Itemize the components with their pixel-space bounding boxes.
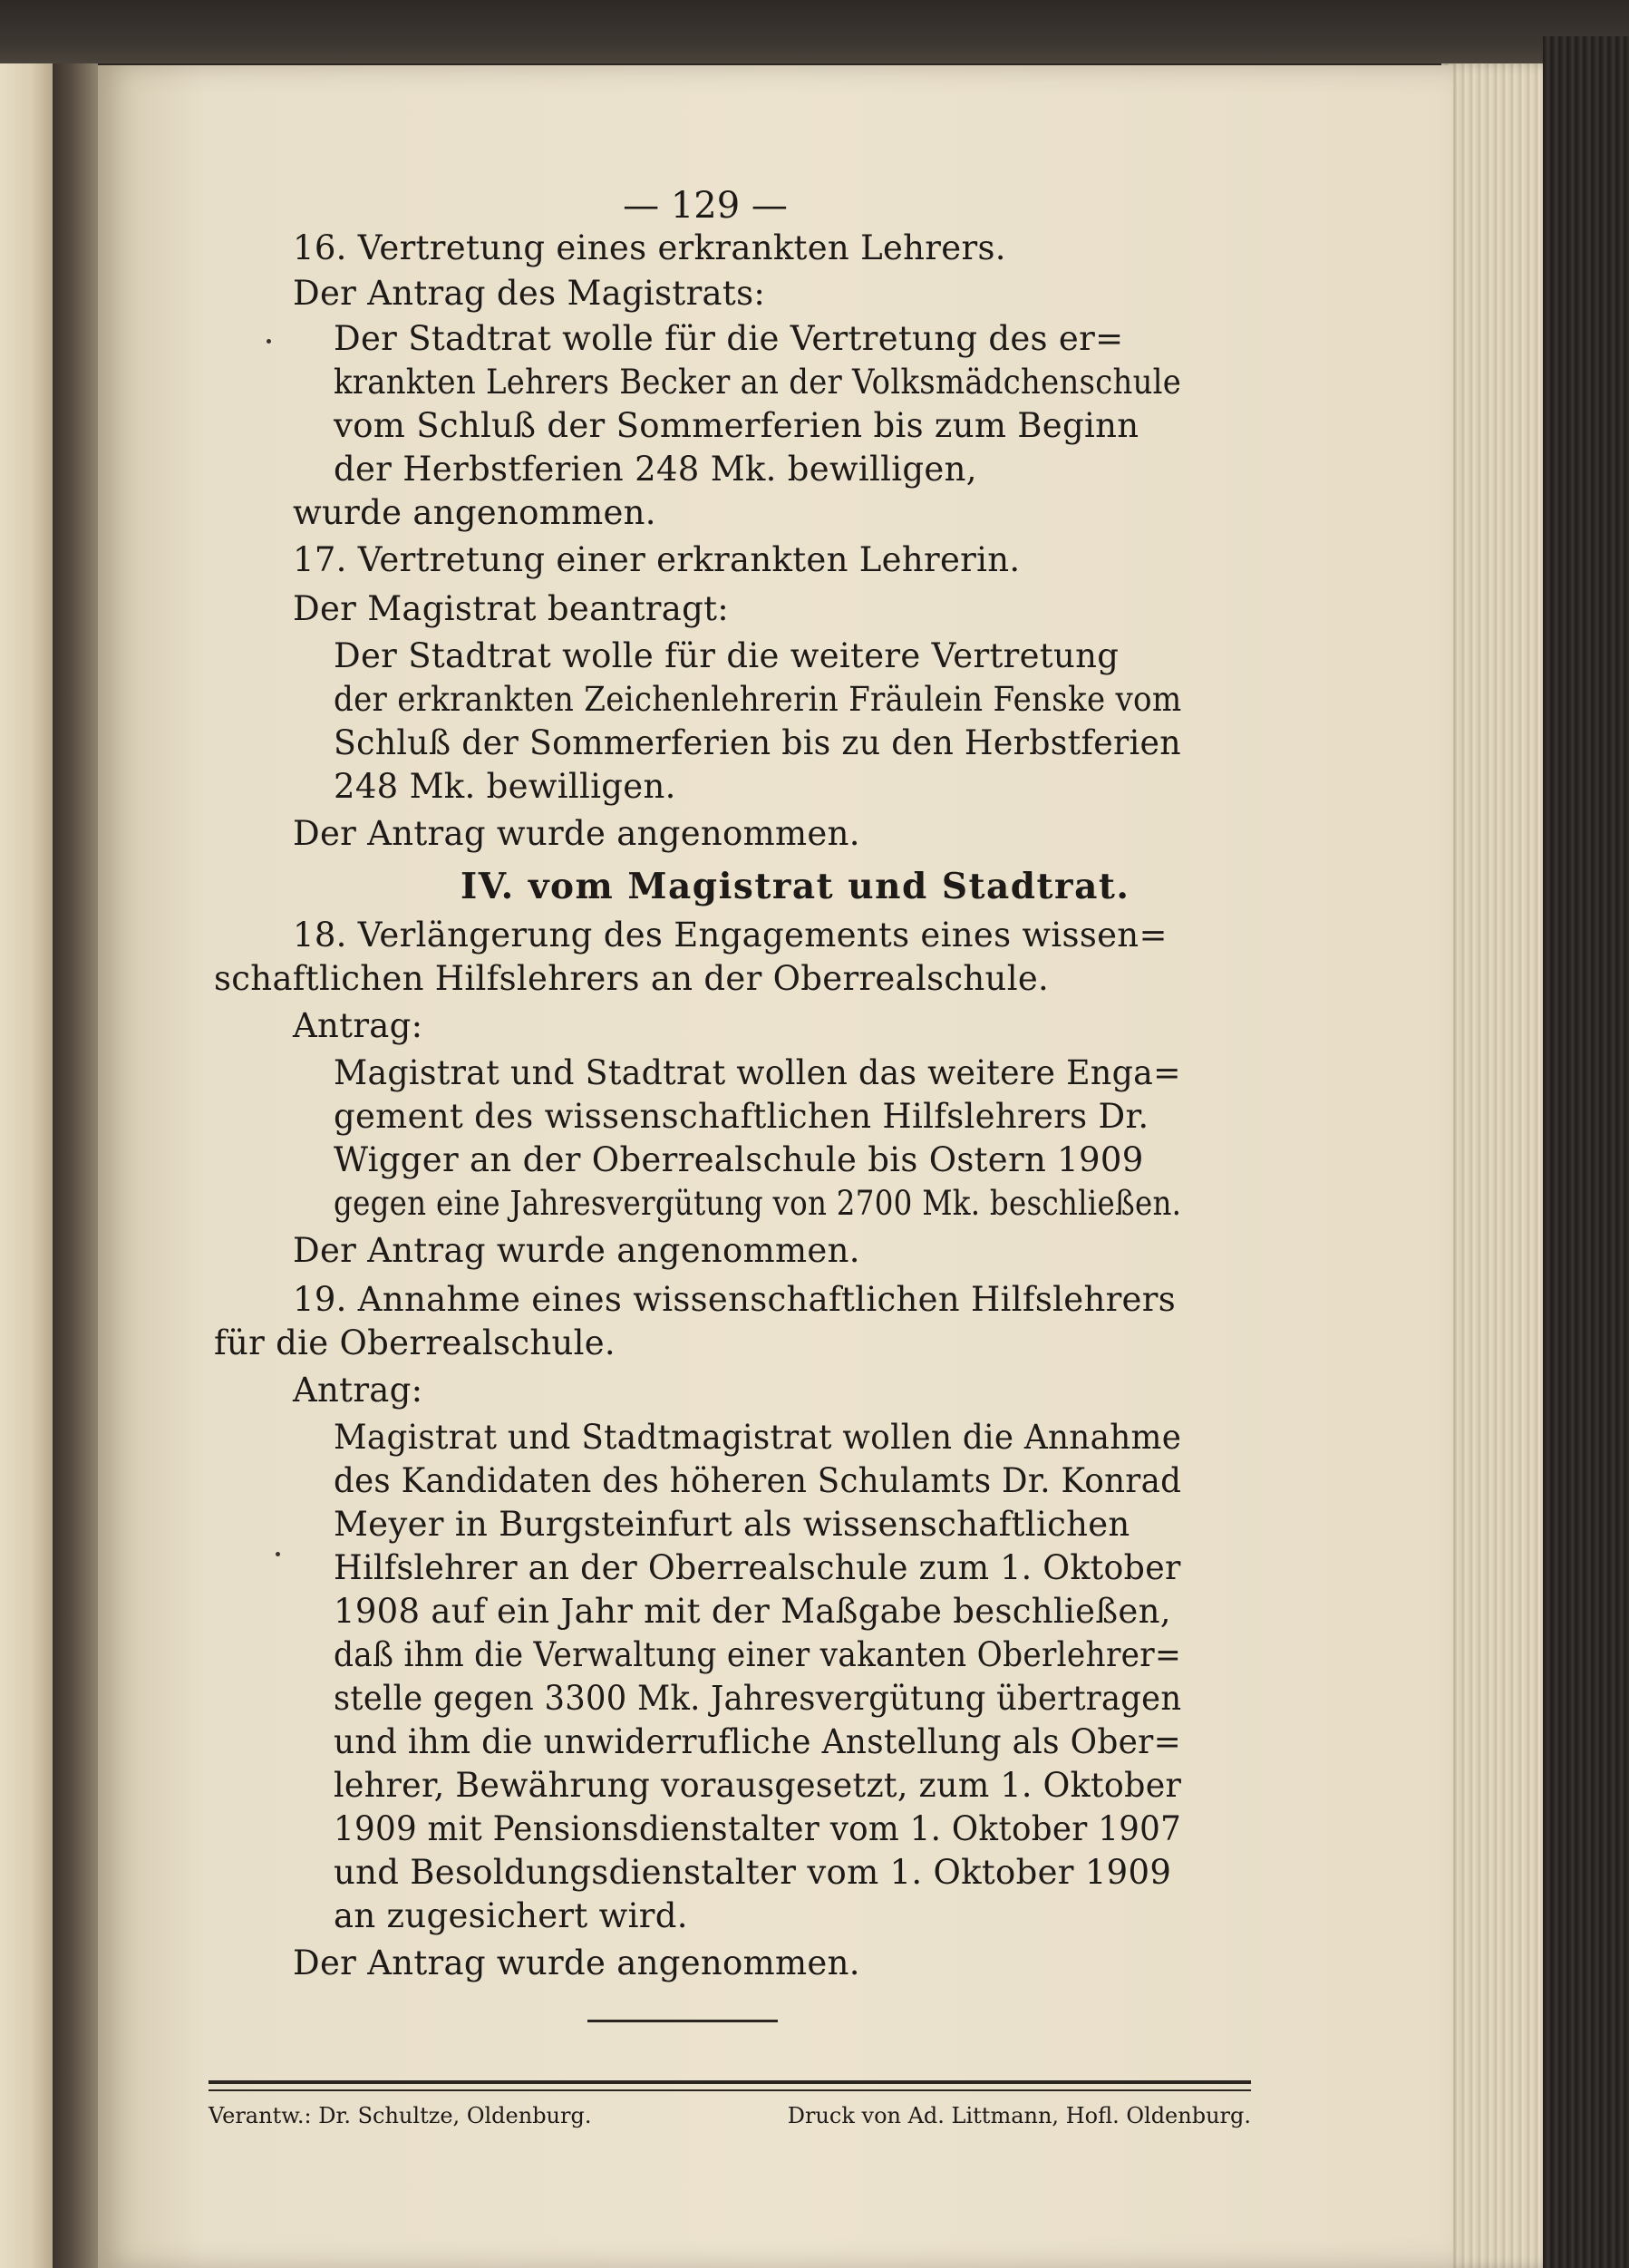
text-line: Der Stadtrat wolle für die weitere Vertretung: [334, 636, 1120, 675]
text-line: und Besoldungsdienstalter vom 1. Oktober 1909: [334, 1853, 1172, 1892]
book-cover-top: [0, 0, 1629, 63]
page-content: [98, 65, 1453, 2268]
page-stack-edges: [1441, 63, 1546, 2268]
section-17-title: 17. Vertretung einer erkrankten Lehrerin.: [293, 540, 1021, 579]
footer-rule: [208, 2080, 1251, 2084]
text-line: Der Antrag wurde angenommen.: [293, 1231, 860, 1270]
text-line: Wigger an der Oberrealschule bis Ostern 1909: [334, 1140, 1144, 1179]
section-19-title: 19. Annahme eines wissenschaftlichen Hilfslehrers: [293, 1280, 1177, 1319]
text-line: an zugesichert wird.: [334, 1896, 688, 1935]
imprint-editor: Verantw.: Dr. Schultze, Oldenburg.: [208, 2103, 592, 2128]
text-line: Hilfslehrer an der Oberrealschule zum 1. Oktober: [334, 1548, 1181, 1587]
document-page: [98, 65, 1453, 2268]
text-line: Antrag:: [293, 1371, 423, 1410]
text-line: Schluß der Sommerferien bis zu den Herbstferien: [334, 723, 1181, 762]
text-line: des Kandidaten des höheren Schulamts Dr. Konrad: [334, 1461, 1182, 1500]
imprint-footer: [208, 2100, 1251, 2131]
text-line: vom Schluß der Sommerferien bis zum Beginn: [334, 406, 1139, 445]
text-line: Meyer in Burgsteinfurt als wissenschaftlichen: [334, 1505, 1130, 1544]
text-line: Der Antrag wurde angenommen.: [293, 1943, 860, 1982]
text-line: krankten Lehrers Becker an der Volksmädchenschule: [334, 363, 1182, 402]
text-line: für die Oberrealschule.: [214, 1323, 616, 1362]
book-gutter: [53, 63, 98, 2268]
text-line: 1909 mit Pensionsdienstalter vom 1. Oktober 1907: [334, 1809, 1182, 1848]
text-line: Der Magistrat beantragt:: [293, 589, 730, 628]
text-line: Der Antrag wurde angenommen.: [293, 814, 860, 853]
closing-rule: [587, 2020, 778, 2022]
footer-rule-thin: [208, 2089, 1251, 2091]
text-line: der erkrankten Zeichenlehrerin Fräulein Fenske vom: [334, 680, 1182, 719]
text-line: lehrer, Bewährung vorausgesetzt, zum 1. Oktober: [334, 1766, 1182, 1805]
speck: [276, 1552, 280, 1556]
text-line: daß ihm die Verwaltung einer vakanten Oberlehrer=: [334, 1635, 1182, 1674]
section-heading: IV. vom Magistrat und Stadtrat.: [461, 866, 1130, 907]
left-facing-page: [0, 63, 53, 2268]
text-line: Der Stadtrat wolle für die Vertretung des er=: [334, 319, 1124, 358]
text-line: stelle gegen 3300 Mk. Jahresvergütung übertragen: [334, 1679, 1182, 1718]
imprint-printer: Druck von Ad. Littmann, Hofl. Oldenburg.: [787, 2103, 1251, 2128]
page-number: — 129 —: [623, 185, 788, 227]
text-line: gement des wissenschaftlichen Hilfslehrers Dr.: [334, 1097, 1149, 1136]
text-line: Antrag:: [293, 1006, 423, 1045]
section-16-title: 16. Vertretung eines erkrankten Lehrers.: [293, 228, 1006, 267]
text-line: schaftlichen Hilfslehrers an der Oberrealschule.: [214, 959, 1050, 998]
book-cover-right: [1543, 36, 1629, 2268]
text-line: wurde angenommen.: [293, 493, 656, 532]
speck: [267, 339, 271, 344]
text-line: 1908 auf ein Jahr mit der Maßgabe beschließen,: [334, 1592, 1171, 1631]
text-line: Magistrat und Stadtrat wollen das weitere Enga=: [334, 1053, 1181, 1092]
text-line: Der Antrag des Magistrats:: [293, 274, 766, 313]
text-line: 248 Mk. bewilligen.: [334, 767, 676, 806]
text-line: Magistrat und Stadtmagistrat wollen die Annahme: [334, 1418, 1182, 1457]
section-18-title: 18. Verlängerung des Engagements eines wissen=: [293, 916, 1168, 955]
text-line: gegen eine Jahresvergütung von 2700 Mk. beschließen.: [334, 1184, 1182, 1223]
text-line: der Herbstferien 248 Mk. bewilligen,: [334, 450, 977, 489]
text-line: und ihm die unwiderrufliche Anstellung als Ober=: [334, 1722, 1182, 1761]
